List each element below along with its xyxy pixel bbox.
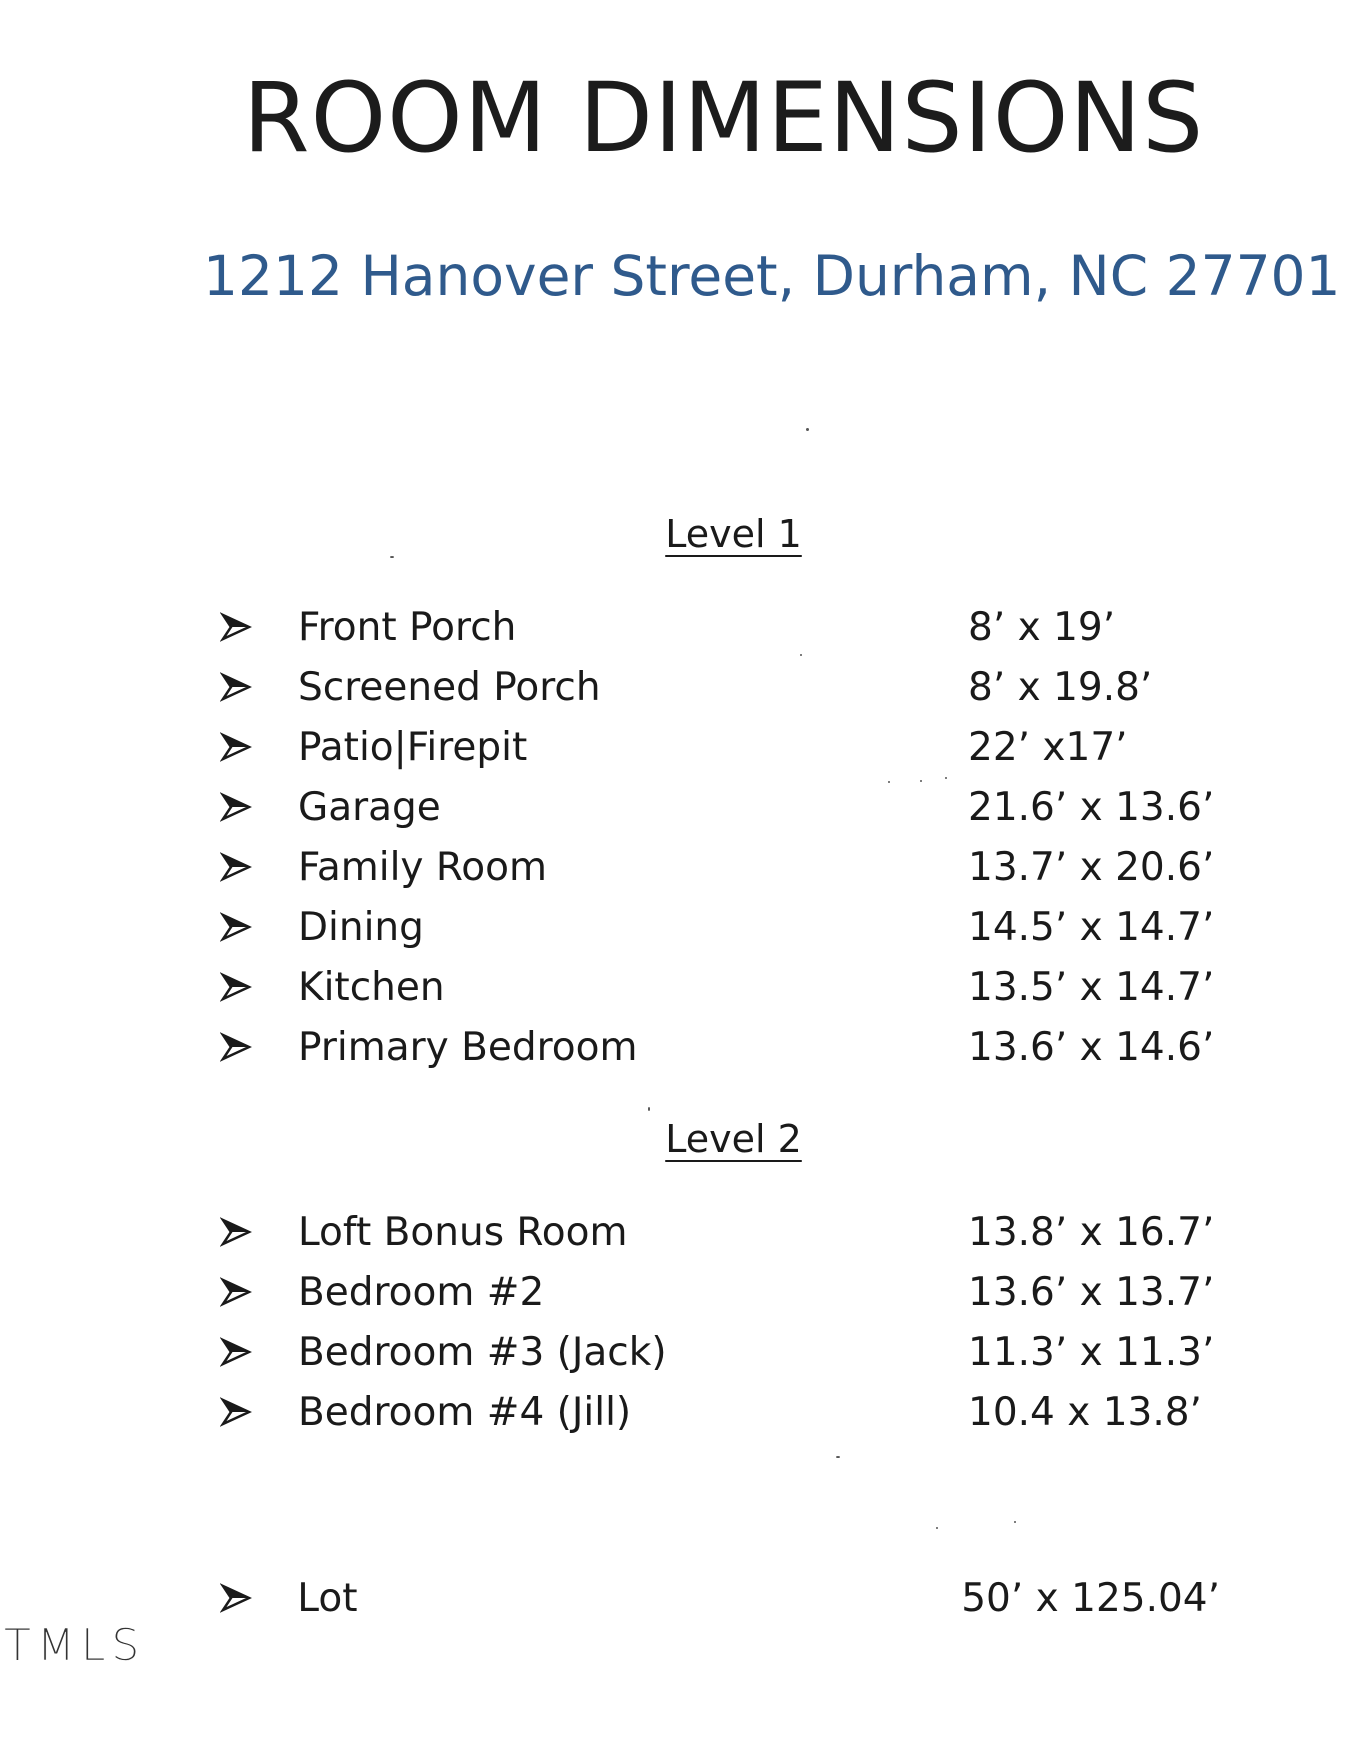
scan-speck: [936, 1527, 938, 1529]
page-title: ROOM DIMENSIONS: [242, 62, 1205, 174]
arrowhead-bullet-icon: [220, 1582, 297, 1614]
property-address: 1212 Hanover Street, Durham, NC 27701: [203, 244, 1341, 308]
room-name: Screened Porch: [298, 664, 601, 710]
list-item: [220, 597, 1220, 657]
level-2-heading: Level 2: [665, 1117, 802, 1161]
scan-speck: [945, 777, 947, 779]
lot-dimensions: 50’ x 125.04’: [961, 1575, 1220, 1621]
scan-speck: [920, 780, 922, 782]
room-name: Garage: [298, 784, 441, 830]
arrowhead-bullet-icon: [220, 1336, 298, 1368]
level-1-room-list: [220, 597, 1220, 1077]
scan-speck: [836, 1456, 840, 1458]
arrowhead-bullet-icon: [220, 1396, 298, 1428]
scan-speck: [806, 428, 809, 431]
room-dimensions: 8’ x 19.8’: [968, 664, 1153, 710]
arrowhead-bullet-icon: [220, 791, 298, 823]
list-item: [220, 1017, 1220, 1077]
room-name: Primary Bedroom: [298, 1024, 638, 1070]
list-item: [220, 1202, 1220, 1262]
list-item: [220, 897, 1220, 957]
room-name: Front Porch: [298, 604, 517, 650]
room-name: Family Room: [298, 844, 547, 890]
room-dimensions: 14.5’ x 14.7’: [968, 904, 1215, 950]
room-name: Bedroom #4 (Jill): [298, 1389, 632, 1435]
arrowhead-bullet-icon: [220, 1216, 298, 1248]
room-dimensions: 8’ x 19’: [968, 604, 1116, 650]
level-1-heading: Level 1: [665, 512, 802, 556]
room-dimensions: 21.6’ x 13.6’: [968, 784, 1215, 830]
lot-list: [220, 1568, 1220, 1628]
list-item: [220, 657, 1220, 717]
arrowhead-bullet-icon: [220, 911, 298, 943]
room-dimensions: 13.8’ x 16.7’: [968, 1209, 1215, 1255]
list-item: [220, 1382, 1220, 1442]
room-dimensions: 22’ x17’: [968, 724, 1128, 770]
scan-speck: [390, 556, 394, 558]
room-name: Patio|Firepit: [298, 724, 528, 770]
scan-speck: [800, 654, 802, 656]
arrowhead-bullet-icon: [220, 671, 298, 703]
room-dimensions: 13.5’ x 14.7’: [968, 964, 1215, 1010]
room-dimensions: 10.4 x 13.8’: [968, 1389, 1202, 1435]
arrowhead-bullet-icon: [220, 1031, 298, 1063]
list-item: [220, 957, 1220, 1017]
room-name: Bedroom #2: [298, 1269, 545, 1315]
list-item: [220, 1262, 1220, 1322]
lot-label: Lot: [297, 1575, 358, 1621]
arrowhead-bullet-icon: [220, 731, 298, 763]
arrowhead-bullet-icon: [220, 851, 298, 883]
room-dimensions: 13.6’ x 13.7’: [968, 1269, 1215, 1315]
room-dimensions: 13.7’ x 20.6’: [968, 844, 1215, 890]
arrowhead-bullet-icon: [220, 611, 298, 643]
scan-speck: [648, 1107, 650, 1111]
list-item: [220, 717, 1220, 777]
room-dimensions: 11.3’ x 11.3’: [968, 1329, 1215, 1375]
scan-speck: [888, 781, 890, 783]
room-name: Dining: [298, 904, 424, 950]
room-name: Loft Bonus Room: [298, 1209, 628, 1255]
arrowhead-bullet-icon: [220, 971, 298, 1003]
list-item: [220, 837, 1220, 897]
list-item: [220, 777, 1220, 837]
room-name: Kitchen: [298, 964, 445, 1010]
level-2-room-list: [220, 1202, 1220, 1442]
list-item: [220, 1322, 1220, 1382]
arrowhead-bullet-icon: [220, 1276, 298, 1308]
room-name: Bedroom #3 (Jack): [298, 1329, 667, 1375]
room-dimensions: 13.6’ x 14.6’: [968, 1024, 1215, 1070]
mls-logo: TMLS: [4, 1620, 146, 1671]
scan-speck: [1014, 1521, 1016, 1523]
list-item: [220, 1568, 1220, 1628]
